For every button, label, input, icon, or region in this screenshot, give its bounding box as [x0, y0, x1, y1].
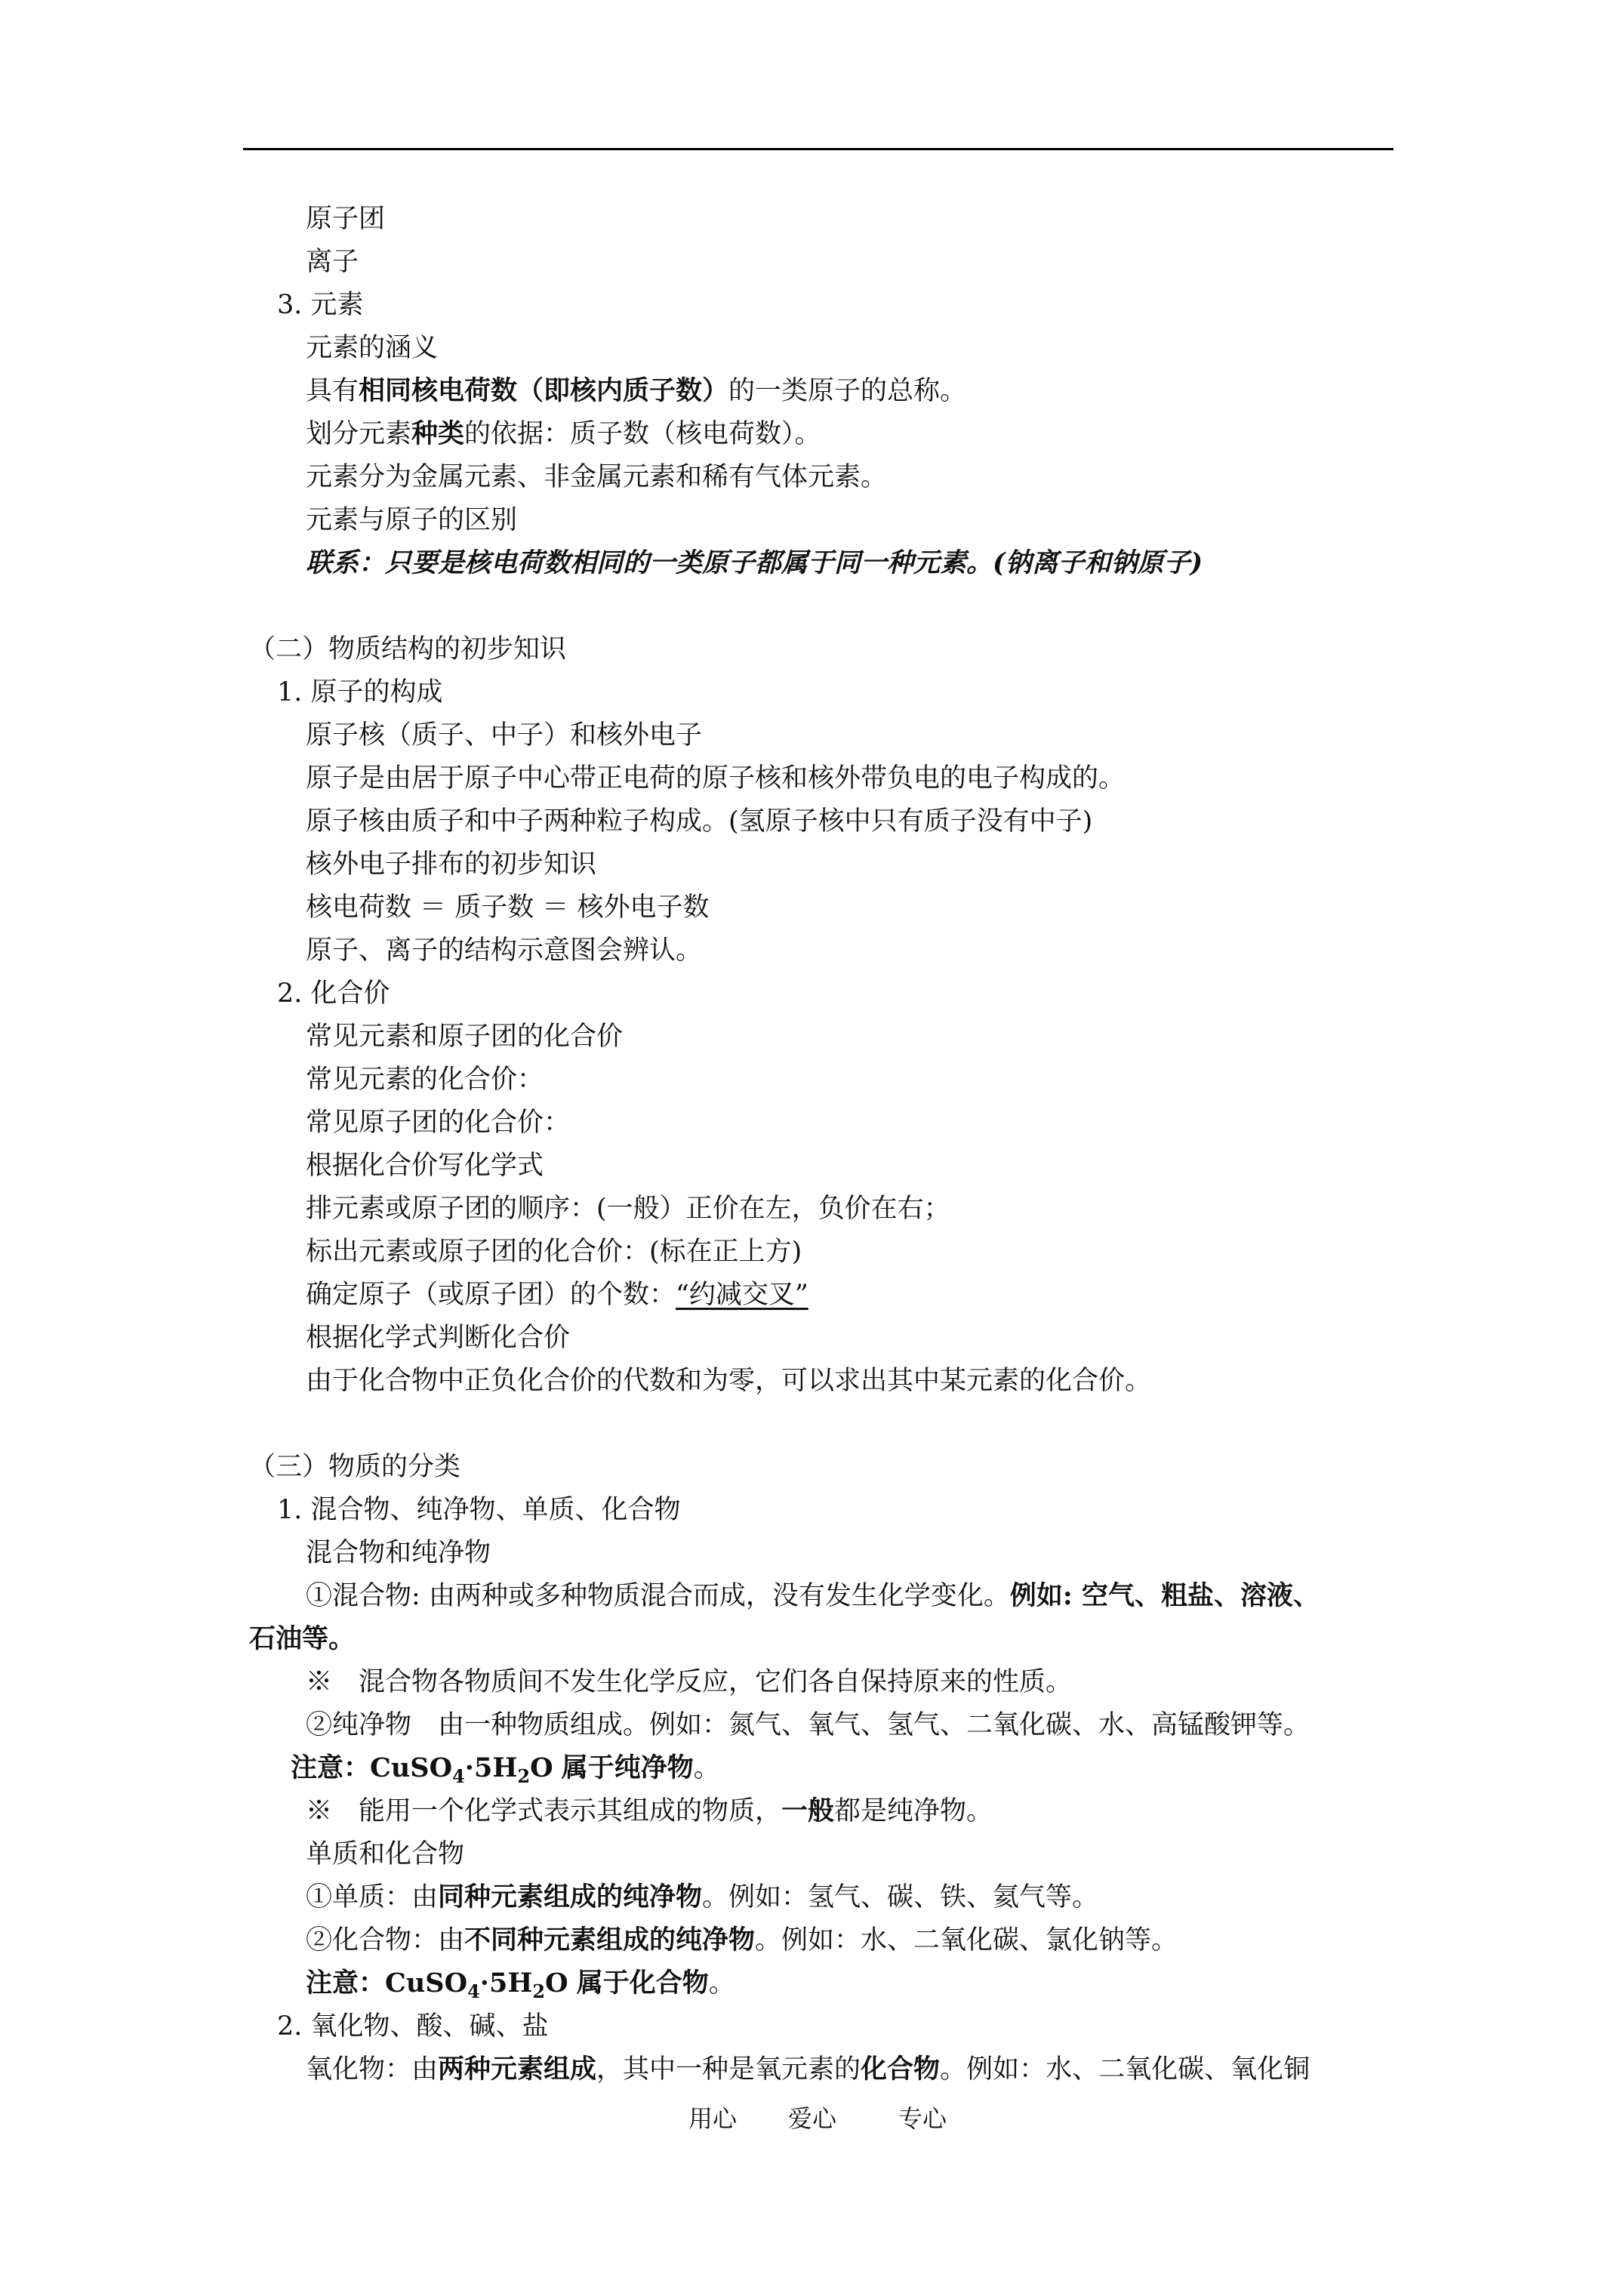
bold-run: 两种元素组成: [438, 2054, 597, 2085]
formula-run: ·5H: [479, 1968, 533, 1999]
underlined-run: “约减交叉”: [676, 1280, 808, 1310]
section-heading: 2. 氧化物、酸、碱、盐: [277, 2011, 549, 2042]
bold-run: 种类: [411, 418, 465, 449]
footer-text: 爱心: [788, 2104, 837, 2133]
formula-run: ·5H: [464, 1752, 518, 1783]
text-line: 原子核由质子和中子两种粒子构成。(氢原子核中只有质子没有中子): [306, 806, 1093, 837]
text-run: 。例如：水、二氧化碳、氯化钠等。: [755, 1925, 1178, 1955]
text-run: [568, 1968, 577, 1999]
text-line: 常见元素的化合价：: [306, 1065, 544, 1095]
text-line: [306, 1924, 1178, 1957]
text-line: 混合物和纯净物: [306, 1538, 491, 1568]
section-heading: 3. 元素: [277, 290, 364, 320]
text-line: [306, 1881, 1098, 1914]
text-run: 。例如：氢气、碳、铁、氦气等。: [702, 1882, 1099, 1912]
text-line: 元素的涵义: [306, 333, 439, 363]
note-line: [306, 1967, 735, 2000]
text-line: 元素分为金属元素、非金属元素和稀有气体元素。: [306, 462, 888, 492]
text-run: 都是纯净物。: [834, 1796, 993, 1826]
text-line: 常见元素和原子团的化合价: [306, 1022, 624, 1052]
text-line: 原子核（质子、中子）和核外电子: [306, 720, 703, 750]
text-run: ①单质：由: [306, 1882, 439, 1912]
formula-run: 注意：CuSO: [306, 1968, 468, 1999]
text-line: [306, 418, 821, 451]
text-line: [306, 2053, 1310, 2086]
emphasis-line: 联系：只要是核电荷数相同的一类原子都属于同一种元素。(钠离子和钠原子): [306, 547, 1203, 578]
text-run: 具有: [306, 376, 359, 406]
text-run: 的一类原子的总称。: [728, 376, 967, 406]
formula-subscript: 2: [517, 1765, 531, 1787]
text-run: ①混合物: 由两种或多种物质混合而成，没有发生化学变化。: [306, 1581, 1010, 1611]
chapter-heading: （二）物质结构的初步知识: [249, 634, 567, 664]
text-line: [306, 374, 966, 408]
text-run: 。: [693, 1753, 720, 1783]
text-line: 核外电子排布的初步知识: [306, 849, 597, 880]
text-run: 划分元素: [306, 419, 412, 449]
text-line: 排元素或原子团的顺序：(一般）正价在左，负价在右；: [306, 1194, 950, 1224]
text-line: ②纯净物 由一种物质组成。例如：氮气、氧气、氢气、二氧化碳、水、高锰酸钾等。: [306, 1710, 1310, 1740]
note-line: [306, 1795, 993, 1828]
text-line: 原子是由居于原子中心带正电荷的原子核和核外带负电的电子构成的。: [306, 763, 1126, 794]
formula-run: O: [530, 1752, 553, 1783]
text-line: 根据化学式判断化合价: [306, 1323, 571, 1353]
text-run: ②化合物：由: [306, 1925, 465, 1955]
text-line: 原子团: [306, 204, 386, 234]
text-line: 由于化合物中正负化合价的代数和为零，可以求出其中某元素的化合价。: [306, 1366, 1152, 1396]
bold-run: 化合物: [861, 2054, 941, 2085]
page-footer: [0, 2102, 1623, 2135]
formula-subscript: 4: [452, 1765, 465, 1787]
text-run: [553, 1753, 562, 1783]
chapter-heading: （三）物质的分类: [249, 1452, 461, 1482]
text-run: 。: [708, 1968, 735, 1999]
text-line: 常见原子团的化合价：: [306, 1108, 571, 1138]
text-run: ，其中一种是氧元素的: [596, 2054, 861, 2085]
footer-text: 专心: [898, 2104, 947, 2133]
text-run: 的依据：质子数（核电荷数）。: [464, 419, 821, 449]
text-line: [306, 1579, 1320, 1613]
header-rule: [243, 148, 1394, 150]
section-heading: 2. 化合价: [277, 978, 390, 1009]
section-heading: 1. 原子的构成: [277, 677, 443, 707]
note-line: ※ 混合物各物质间不发生化学反应，它们各自保持原来的性质。: [306, 1667, 1073, 1697]
text-line: 原子、离子的结构示意图会辨认。: [306, 935, 703, 966]
footer-text: 用心: [688, 2104, 738, 2133]
formula-run: O: [545, 1968, 568, 1999]
text-line: 离子: [306, 247, 359, 277]
bold-run: 属于化合物: [576, 1968, 709, 1999]
text-run: 确定原子（或原子团）的个数：: [306, 1280, 676, 1310]
text-line: 标出元素或原子团的化合价：(标在正上方): [306, 1237, 802, 1267]
formula-run: 注意：CuSO: [291, 1752, 453, 1783]
text-run: 氧化物：由: [306, 2054, 439, 2085]
text-line: 核电荷数 ＝ 质子数 ＝ 核外电子数: [306, 892, 710, 923]
bold-run: 一般: [781, 1795, 835, 1826]
text-run: ※ 能用一个化学式表示其组成的物质，: [306, 1796, 782, 1826]
bold-run: 相同核电荷数（即核内质子数）: [359, 375, 729, 406]
text-line: [306, 1278, 808, 1311]
bold-run: 属于纯净物: [561, 1752, 694, 1783]
bold-run: 不同种元素组成的纯净物: [464, 1925, 756, 1955]
note-line: [291, 1752, 720, 1785]
section-heading: 1. 混合物、纯净物、单质、化合物: [277, 1495, 681, 1525]
formula-subscript: 4: [467, 1980, 480, 2002]
text-run: 。例如：水、二氧化碳、氧化铜: [940, 2054, 1310, 2085]
text-line: 元素与原子的区别: [306, 505, 518, 535]
text-line: 石油等。: [249, 1623, 356, 1654]
bold-run: 同种元素组成的纯净物: [438, 1881, 703, 1912]
text-line: 根据化合价写化学式: [306, 1151, 544, 1181]
text-line: 单质和化合物: [306, 1839, 465, 1869]
bold-run: 例如: 空气、粗盐、溶液、: [1009, 1580, 1320, 1611]
formula-subscript: 2: [532, 1980, 546, 2002]
